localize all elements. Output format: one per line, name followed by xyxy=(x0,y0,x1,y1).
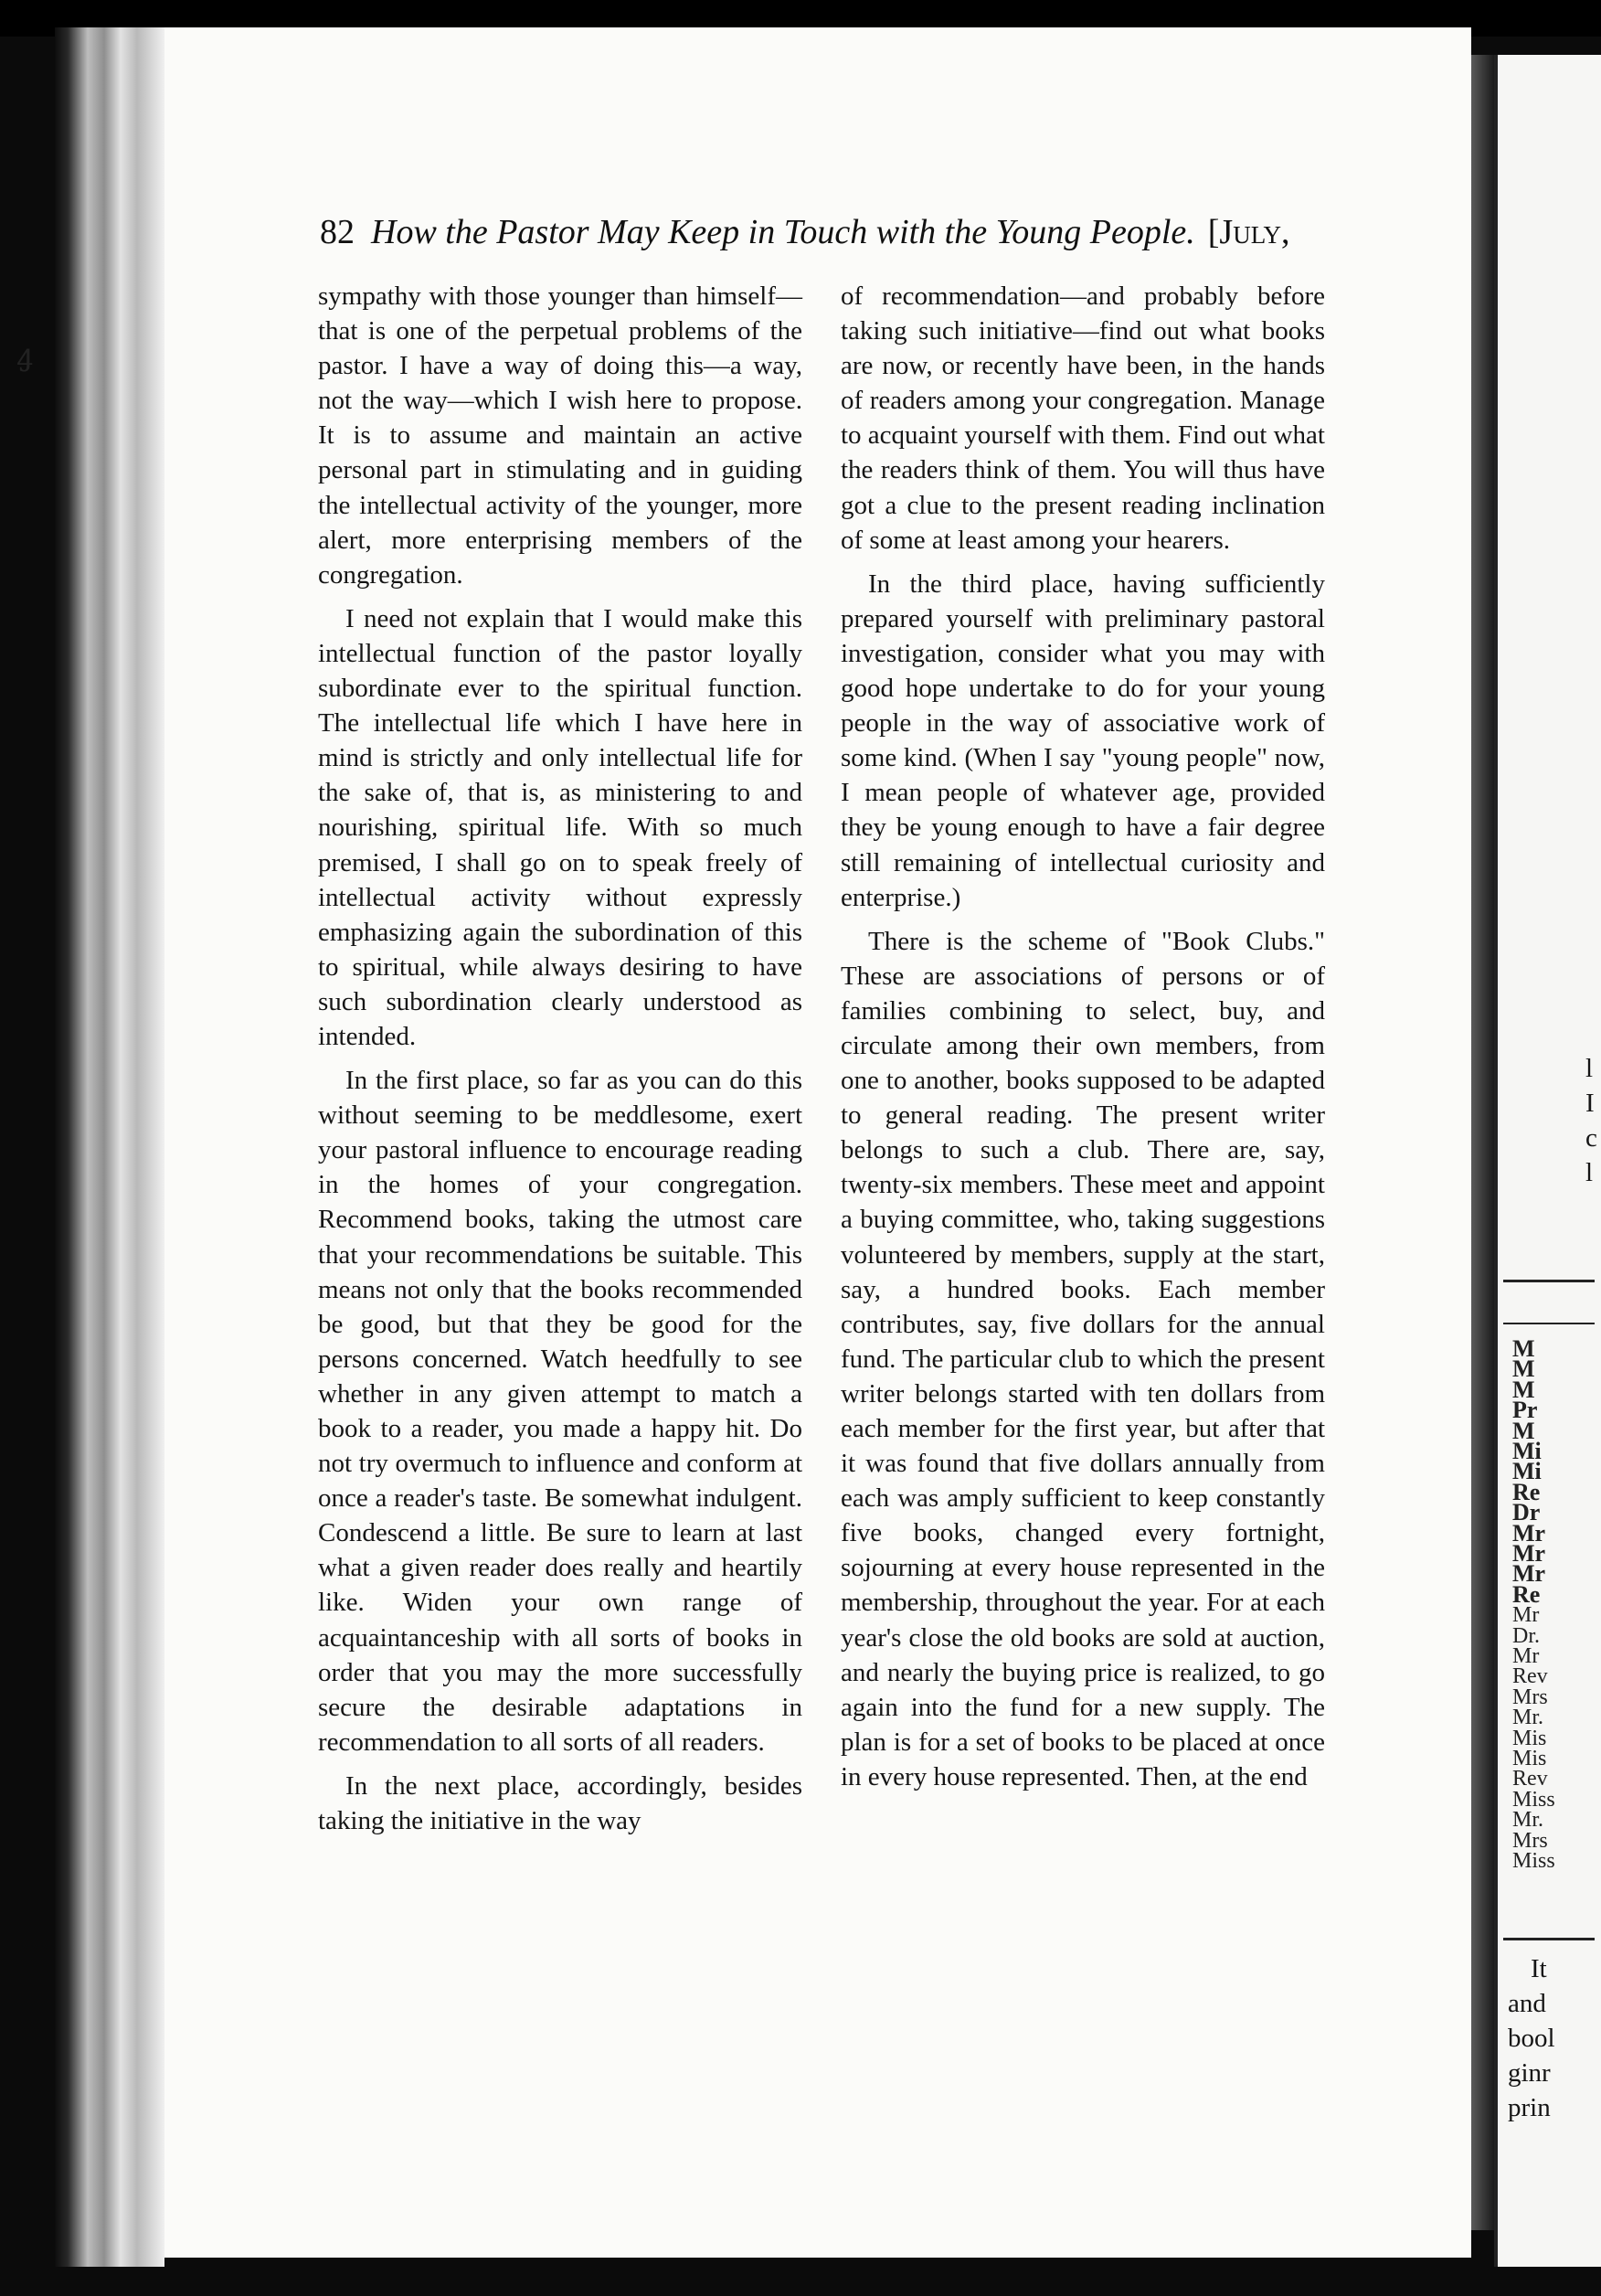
fragment-list-row: Mr xyxy=(1512,1519,1546,1547)
fragment-list-row: Pr xyxy=(1512,1397,1538,1424)
fragment-list-row: Mrs xyxy=(1512,1828,1548,1853)
fragment-list-row: Mrs xyxy=(1512,1685,1548,1709)
fragment-letter: l xyxy=(1585,1158,1594,1187)
fragment-line: It xyxy=(1531,1954,1547,1983)
fragment-letter: l xyxy=(1585,1054,1594,1083)
fragment-list-row: Mis xyxy=(1512,1726,1547,1750)
fragment-list-row: M xyxy=(1512,1417,1535,1444)
running-month: [July, xyxy=(1207,213,1290,251)
fragment-list-row: Mr xyxy=(1512,1560,1546,1588)
fragment-list-row: Miss xyxy=(1512,1849,1555,1873)
fragment-list-row: Re xyxy=(1512,1580,1541,1608)
fragment-line: bool xyxy=(1508,2024,1555,2053)
page-number: 82 xyxy=(320,213,355,251)
running-title: How the Pastor May Keep in Touch with the Young People. xyxy=(371,213,1195,251)
fragment-list-row: Rev xyxy=(1512,1767,1548,1791)
fragment-list-row: M xyxy=(1512,1335,1535,1362)
fragment-line: prin xyxy=(1508,2093,1551,2122)
rule xyxy=(1503,1938,1595,1940)
book-page-edges xyxy=(55,27,164,2267)
paragraph: In the next place, accordingly, besides taking the initiative in the way xyxy=(318,1770,802,1836)
fragment-list-row: Re xyxy=(1512,1478,1541,1505)
fragment-letter: c xyxy=(1585,1123,1597,1153)
paragraph: There is the scheme of "Book Clubs." These are associations of persons or of families combining to select, buy, and circulate among their own members, from one to another, books supposed to be adapted to general reading. The present writer belongs to such a club. There are, say, twenty-six members. These meet and appoint a buying committee, who, taking suggestions volunteered by members, supply at the start, say, a hundred books. Each member contributes, say, five dollars for the annual fund. The particular club to which the present writer belongs started with ten dollars from each member for the first year, but after that it was found that five dollars annually from each was amply sufficient to keep constantly five books, changed every fortnight, sojourning at every house represented in the membership, throughout the year. For at each year's close the old books are sold at auction, and nearly the buying price is realized, to go again into the fund for a new supply. The plan is for a set of books to be placed at once in every house represented. Then, at the end xyxy=(841,926,1325,1791)
fragment-line: and xyxy=(1508,1989,1546,2018)
running-head xyxy=(320,212,1343,252)
fragment-list-row: Mr xyxy=(1512,1644,1540,1668)
paragraph: In the first place, so far as you can do this without seeming to be meddlesome, exert your pastoral influence to encourage reading in the homes of your congregation. Recommend books, taking the utmost care that your recommendations be suitable. This means not only that the books recommended be good, but that they be good for the persons concerned. Watch heedfully to see whether in any given attempt to match a book to a reader, you made a happy hit. Do not try overmuch to influence and conform at once a reader's taste. Be somewhat indulgent. Condescend a little. Be sure to learn at last what a given reader does really and heartily like. Widen your own range of acquaintanceship with all sorts of books in order that you may the more successfully secure the desirable adaptations in recommendation to all sorts of all readers. xyxy=(318,1066,802,1757)
right-column xyxy=(841,279,1325,1803)
fragment-list-row: Rev xyxy=(1512,1664,1548,1689)
fragment-list-row: Mis xyxy=(1512,1747,1547,1770)
rule xyxy=(1503,1323,1595,1324)
fragment-list-row: Mr xyxy=(1512,1540,1546,1567)
fragment-list-row: Mr. xyxy=(1512,1808,1544,1833)
fragment-line: ginr xyxy=(1508,2058,1551,2088)
fragment-list-row: Dr xyxy=(1512,1499,1541,1526)
next-page-fragment xyxy=(1494,55,1601,2267)
page-fold-shadow xyxy=(1494,55,1498,2267)
left-column xyxy=(318,279,802,1847)
fragment-list-row: Dr. xyxy=(1512,1623,1540,1648)
rule xyxy=(1503,1280,1595,1282)
fragment-list-row: Miss xyxy=(1512,1787,1555,1812)
fragment-list-row: M xyxy=(1512,1376,1535,1403)
fragment-list-row: M xyxy=(1512,1355,1535,1383)
fragment-list-row: Mi xyxy=(1512,1458,1542,1485)
book-gutter xyxy=(1471,55,1494,2230)
scan-speck: ꜭ xyxy=(16,338,34,372)
fragment-letter: I xyxy=(1585,1089,1595,1118)
paragraph: I need not explain that I would make this intellectual function of the pastor loyally subordinate ever to the spiritual function. The intellectual life which I have here in mind is strictly and only intellectual life for the sake of, that is, as ministering to and nourishing, spiritual life. With so much premised, I shall go on to speak freely of intellectual activity without expressly emphasizing again the subordination of this to spiritual, while always desiring to have such subordination clearly understood as intended. xyxy=(318,603,802,1051)
fragment-list-row: Mr. xyxy=(1512,1706,1544,1730)
fragment-list-row: Mi xyxy=(1512,1438,1542,1464)
paragraph: of recommendation—and probably before taking such initiative—find out what books are now, or recently have been, in the hands of readers among your congregation. Manage to acquaint yourself with them. Find out what the readers think of them. You will thus have got a clue to the present reading inclination of some at least among your hearers. xyxy=(841,282,1325,555)
fragment-list-row: Mr xyxy=(1512,1603,1540,1628)
paragraph: sympathy with those younger than himself—that is one of the perpetual problems of the pastor. I have a way of doing this—a way, not the way—which I wish here to propose. It is to assume and maintain an active personal part in stimulating and in guiding the intellectual activity of the younger, more alert, more enterprising members of the congregation. xyxy=(318,282,802,590)
paragraph: In the third place, having sufficiently prepared yourself with preliminary pastoral investigation, consider what you may with good hope undertake to do for your young people in the way of associative work of some kind. (When I say "young people" now, I mean people of whatever age, provided they be young enough to have a fair degree still remaining of intellectual curiosity and enterprise.) xyxy=(841,569,1325,912)
